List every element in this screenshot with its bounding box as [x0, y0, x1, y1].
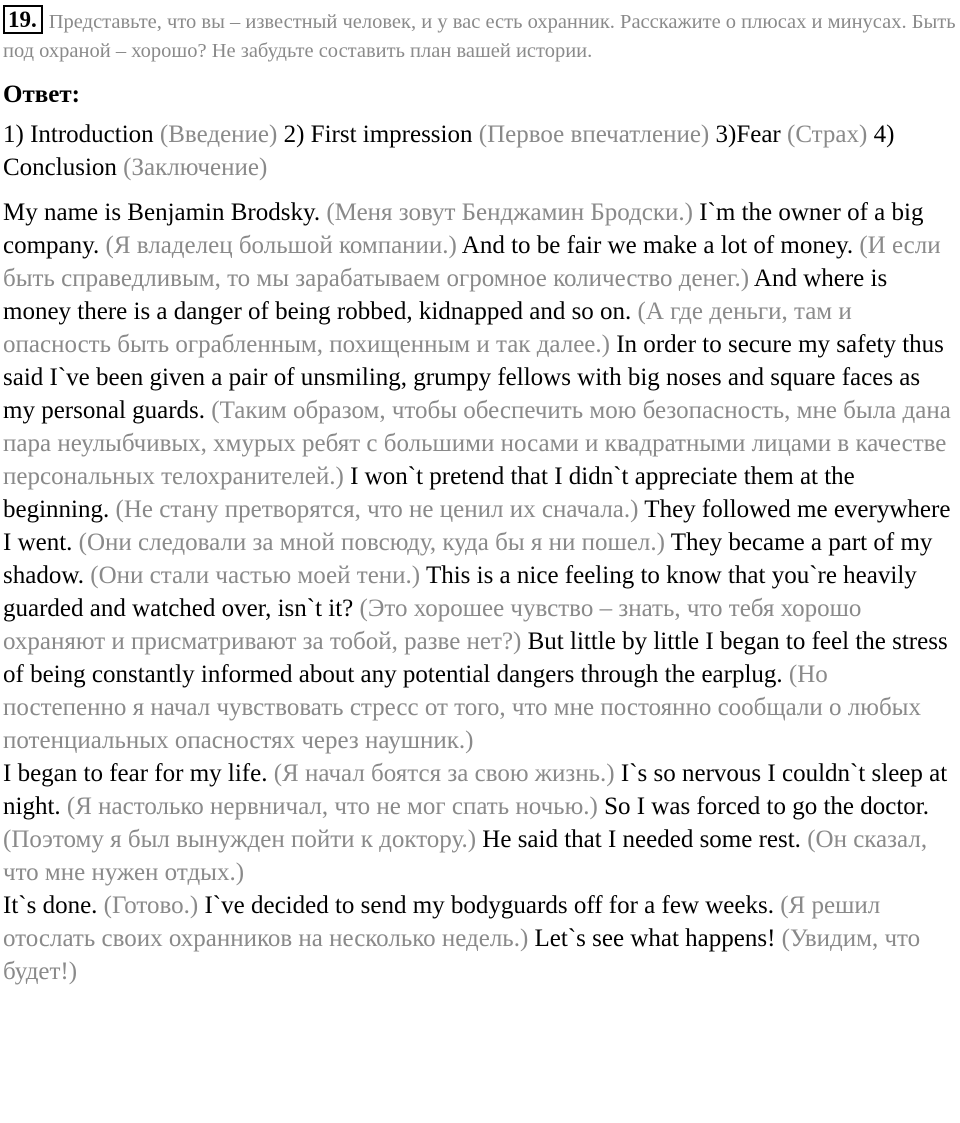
sentence: My name is Benjamin Brodsky. (Меня зовут Бенджамин Бродски.)	[3, 199, 693, 226]
plan-item: 1) Introduction (Введение)	[3, 121, 278, 148]
task-prompt	[3, 5, 957, 66]
plan-item: 3)Fear (Страх)	[715, 121, 868, 148]
sentence: And to be fair we make a lot of money. (И если быть справедливым, то мы зарабатываем огромное количество денег.)	[3, 232, 941, 292]
sentence: I`s so nervous I couldn`t sleep at night. (Я настолько нервничал, что не мог спать ночью.)	[3, 760, 948, 820]
sentence: I`m the owner of a big company. (Я владелец большой компании.)	[3, 199, 924, 259]
story-paragraph-3	[3, 889, 957, 988]
task-text: Представьте, что вы – известный человек, и у вас есть охранник. Расскажите о плюсах и минусах. Быть под охраной – хорошо? Не забудьте составить план вашей истории.	[3, 11, 956, 62]
sentence: And where is money there is a danger of being robbed, kidnapped and so on. (А где деньги, там и опасность быть ограбленным, похищенным и так далее.)	[3, 265, 888, 358]
task-number: 19.	[3, 5, 43, 34]
sentence: I`ve decided to send my bodyguards off for a few weeks. (Я решил отослать своих охранников на несколько недель.)	[3, 892, 881, 952]
sentence: They became a part of my shadow. (Они стали частью моей тени.)	[3, 529, 933, 589]
document-page	[3, 5, 957, 988]
story-paragraph-2	[3, 757, 957, 889]
sentence: Let`s see what happens! (Увидим, что будет!)	[3, 925, 921, 985]
sentence: He said that I needed some rest. (Он сказал, что мне нужен отдых.)	[3, 826, 928, 886]
plan-item: 4) Conclusion (Заключение)	[3, 121, 895, 181]
sentence: But little by little I began to feel the stress of being constantly informed about any potential dangers through the earplug. (Но постепенно я начал чувствовать стресс от того, что мне постоянно сообщали о любых потенциальных опасностях через наушник.)	[3, 628, 948, 754]
sentence: They followed me everywhere I went. (Они следовали за мной повсюду, куда бы я ни пошел.)	[3, 496, 951, 556]
sentence: In order to secure my safety thus said I`ve been given a pair of unsmiling, grumpy fellows with big noses and square faces as my personal guards. (Таким образом, чтобы обеспечить мою безопасность, мне была дана пара неулыбчивых, хмурых ребят с большими носами и квадратными лицами в качестве персональных телохранителей.)	[3, 331, 951, 490]
answer-label: Ответ:	[3, 81, 80, 108]
sentence: I began to fear for my life. (Я начал боятся за свою жизнь.)	[3, 760, 615, 787]
sentence: This is a nice feeling to know that you`re heavily guarded and watched over, isn`t it? (Это хорошее чувство – знать, что тебя хорошо охраняют и присматривают за тобой, разве нет?)	[3, 562, 917, 655]
sentence: I won`t pretend that I didn`t appreciate them at the beginning. (Не стану претворятся, что не ценил их сначала.)	[3, 463, 855, 523]
story-plan	[3, 118, 957, 184]
plan-item: 2) First impression (Первое впечатление)	[283, 121, 710, 148]
sentence: It`s done. (Готово.)	[3, 892, 199, 919]
story-paragraph-1	[3, 196, 957, 757]
sentence: So I was forced to go the doctor. (Поэтому я был вынужден пойти к доктору.)	[3, 793, 930, 853]
